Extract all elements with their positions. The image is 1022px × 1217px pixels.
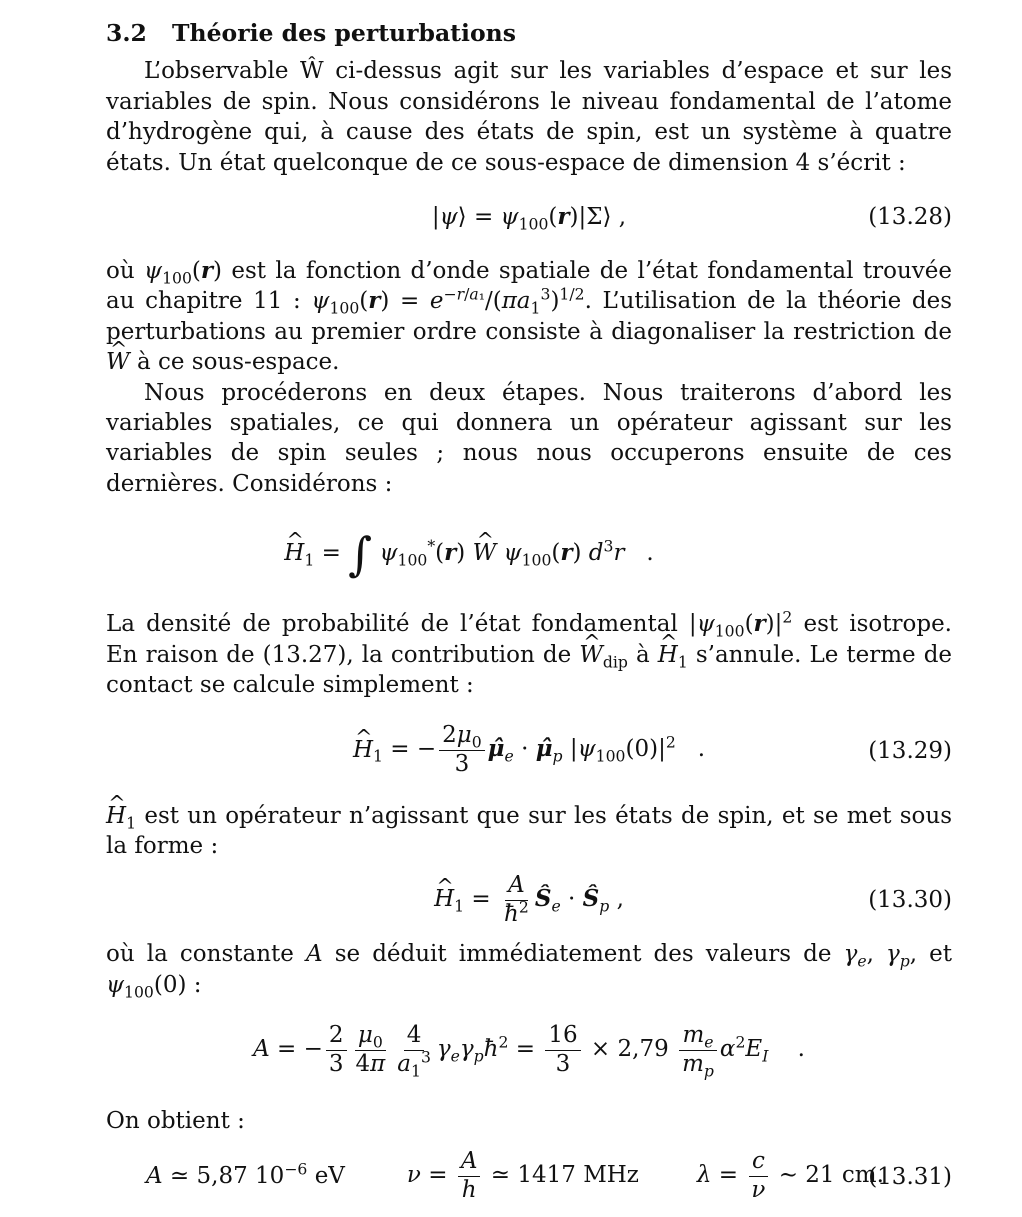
paragraph-constant: où la constante A se déduit immédiatement des valeurs de $\gamma_e$, $\gamma_p$, et $\psi_{100}(0)$ :: [106, 941, 953, 1002]
paragraph-steps: Nous procéderons en deux étapes. Nous traiterons d’abord les variables spatiales, ce qui donnera un opérateur agissant sur les variables de spin seules ; nous nous occuperons ensuite de ces dernières. Considérons :: [106, 379, 952, 497]
equation-13-28: |ψ⟩ = $\psi_{100}(r)|\Sigma⟩$ , (13.28): [431, 202, 952, 234]
section-heading: [106, 18, 952, 48]
document-page: [106, 18, 952, 1217]
equation-number: (13.30): [868, 887, 952, 914]
equation-number: (13.29): [868, 737, 952, 764]
section-number: 3.2: [106, 19, 147, 47]
equation-number: (13.31): [868, 1163, 952, 1190]
paragraph-operator: ^ $H_1$ est un opérateur n’agissant que sur les états de spin, et se met sous la forme :: [106, 801, 952, 862]
paragraph-result: On obtient :: [106, 1108, 245, 1135]
section-title: Théorie des perturbations: [172, 19, 516, 47]
equation-H1-integral: ^ $H_1$ = ∫ $\psi_{100}^*(r)$ ^ W $\psi_{100}(r)$ $d^3r$ .: [106, 499, 952, 609]
equation-A-constant: A = − $\frac{2}{3}$ $\frac{\mu_0}{4\pi}$ $\frac{4}{a_1^3}$ $\gamma_e\gamma_pħ^2$ = $\frac{16}{3}$ × 2,79 $\frac{m_e}{m_p}$ $\alpha^2E_I$ .: [253, 1022, 805, 1081]
paragraph-density: La densité de probabilité de l’état fondamental $|\psi_{100}(r)|^2$ est isotrope. En raison de (13.27), la contribution de ^ $W_{dip}$ à ^ $H_1$ s’annule. Le terme de contact se calcule simplement :: [106, 609, 952, 700]
equation-13-29: ^ $H_1$ = − $\frac{2\mu_0}{3}$ $\mû_e$ · $\mû_p$ $|\psi_{100}(0)|^2$ . (13.29): [106, 701, 952, 801]
equation-number: (13.28): [868, 203, 952, 230]
paragraph-wavefunction: où $\psi_{100}(r)$ est la fonction d’onde spatiale de l’état fondamental trouvée au chapitre 11 : $\psi_{100}(r) = e^{-r/a_1}/(\pi a_1^3)^{1/2}$. L’utilisation de la théorie des perturbations au premier ordre consiste à diagonaliser la restriction de ^ W à ce sous-espace.: [106, 256, 952, 378]
equation-13-31: A ≃ 5,87 $10^{-6}$ eV ν = $\frac{A}{h}$ ≃ 1417 MHz λ = $\frac{c}{\nu}$ ∼ 21 cm. (13.31): [146, 1148, 952, 1204]
equation-13-30: ^ $H_1$ = $\frac{A}{ħ^2}$ $Ŝ_e$ · $Ŝ_p$ , (13.30): [106, 861, 952, 939]
paragraph-intro: L’observable Ŵ ci-dessus agit sur les variables d’espace et sur les variables de spin. Nous considérons le niveau fondamental de l’atome d’hydrogène qui, à cause des états de spin, est un système à quatre états. Un état quelconque de ce sous-espace de dimension 4 s’écrit :: [106, 58, 952, 176]
